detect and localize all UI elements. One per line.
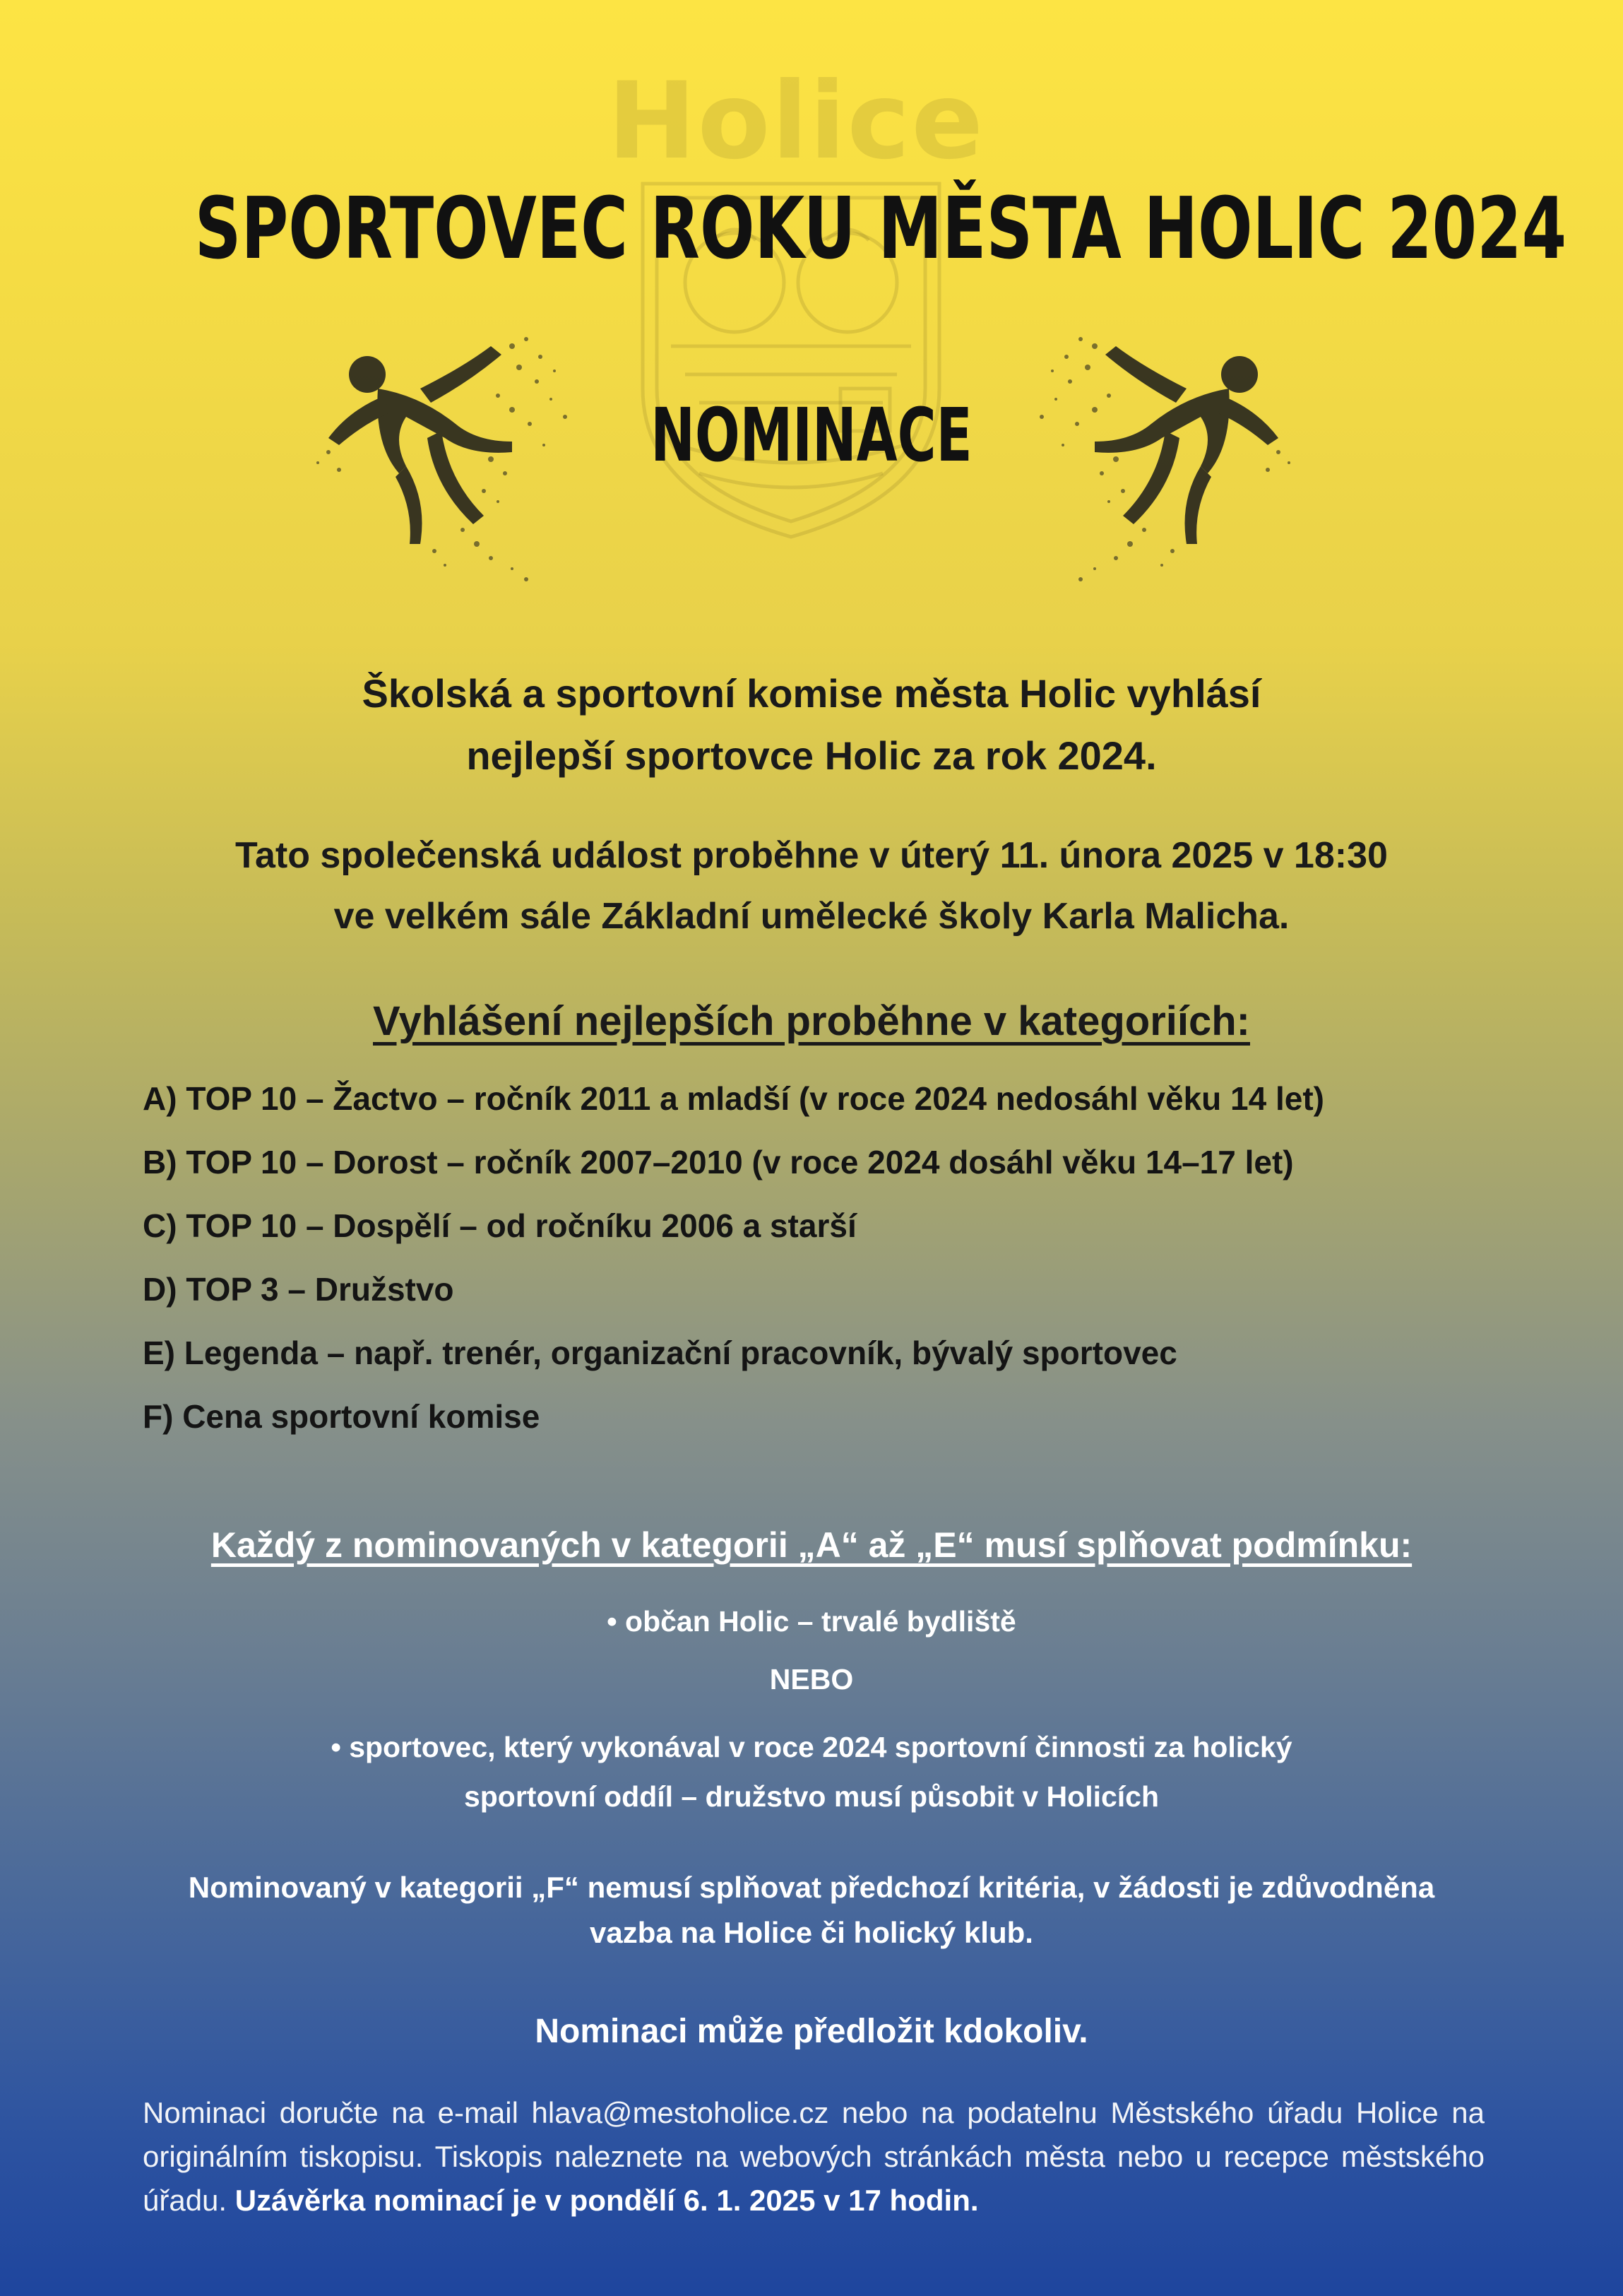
f-note-line: Nominovaný v kategorii „F“ nemusí splňovat předchozí kritéria, v žádosti je zdůvodněna (188, 1871, 1435, 1904)
holice-watermark-logo (607, 60, 985, 555)
watermark-text: Holice (607, 60, 985, 183)
f-note-line: vazba na Holice či holický klub. (590, 1916, 1033, 1949)
intro-line: Školská a sportovní komise města Holic vyhlásí (362, 671, 1261, 716)
condition-option: • občan Holic – trvalé bydliště (607, 1605, 1016, 1638)
conditions-heading: Každý z nominovaných v kategorii „A“ až „E“ musí splňovat podmínku: (210, 1525, 1413, 1565)
condition-or: NEBO (769, 1663, 854, 1696)
page-title: SPORTOVEC ROKU MĚSTA HOLIC 2024 (194, 180, 1567, 278)
condition-line: • sportovec, který vykonával v roce 2024 sportovní činnosti za holický (331, 1731, 1292, 1763)
event-line: Tato společenská událost proběhne v úterý 11. února 2025 v 18:30 (235, 835, 1388, 876)
delivery-text: Nominaci doručte na e-mail hlava@mestoholice.cz nebo na podatelnu Městského úřadu Holice na originálním tiskopisu. Tiskopis naleznete na webových stránkách města nebo u recepce městského úřadu. (143, 2096, 1485, 2217)
page-subtitle: NOMINACE (650, 392, 973, 478)
category-item: A) TOP 10 – Žactvo – ročník 2011 a mladší (v roce 2024 nedosáhl věku 14 let) (143, 1080, 1325, 1117)
category-item: F) Cena sportovní komise (143, 1398, 540, 1435)
deadline-text: Uzávěrka nominací je v pondělí 6. 1. 2025 v 17 hodin. (234, 2184, 979, 2217)
event-paragraph (0, 825, 1623, 947)
category-f-note (0, 1865, 1623, 1955)
category-item: C) TOP 10 – Dospělí – od ročníku 2006 a starší (143, 1207, 857, 1244)
categories-list (143, 1067, 1485, 1448)
condition-option (0, 1722, 1623, 1821)
category-item: D) TOP 3 – Družstvo (143, 1271, 454, 1308)
anyone-can-nominate: Nominaci může předložit kdokoliv. (535, 2013, 1088, 2050)
delivery-instructions (143, 2091, 1485, 2223)
event-line: ve velkém sále Základní umělecké školy Karla Malicha. (333, 896, 1290, 937)
categories-heading: Vyhlášení nejlepších proběhne v kategoriích: (373, 998, 1250, 1044)
intro-paragraph (0, 663, 1623, 787)
category-item: E) Legenda – např. trenér, organizační pracovník, bývalý sportovec (143, 1335, 1177, 1371)
condition-line: sportovní oddíl – družstvo musí působit v Holicích (463, 1780, 1160, 1813)
category-item: B) TOP 10 – Dorost – ročník 2007–2010 (v roce 2024 dosáhl věku 14–17 let) (143, 1144, 1294, 1180)
intro-line: nejlepší sportovce Holic za rok 2024. (466, 733, 1157, 778)
